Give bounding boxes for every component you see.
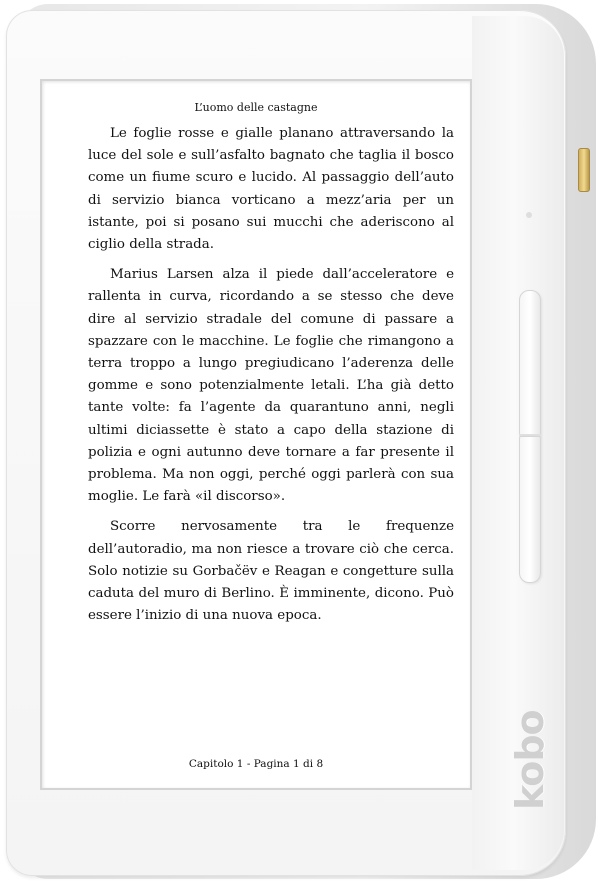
paragraph: Le foglie rosse e gialle planano attraversando la luce del sole e sull’asfalto bagnato che taglia il bosco come un fiume scuro e lucido. Al passaggio dell’auto di servizio bianca vorticano a mezz’aria per un istante, poi si posano sui mucchi che aderiscono al ciglio della strada. — [88, 126, 454, 253]
page-forward-button[interactable] — [519, 436, 541, 583]
page-footer: Capitolo 1 - Pagina 1 di 8 — [188, 758, 324, 770]
light-sensor — [526, 212, 532, 218]
running-header: L’uomo delle castagne — [194, 101, 318, 114]
book-text — [88, 123, 454, 635]
kobo-logo: kobo — [508, 710, 552, 810]
usb-port — [578, 148, 590, 192]
paragraph: Marius Larsen alza il piede dall’acceleratore e rallenta in curva, ricordando a se stesso che deve dire al servizio stradale del comune di passare a spazzare con le macchine. Le foglie che rimangono a terra troppo a lungo pregiudicano l’aderenza delle gomme e sono potenzialmente letali. L’ha già detto tante volte: fa l’agente da quarantuno anni, negli ultimi diciassette è stato a capo della stazione di polizia e ogni autunno deve tornare a far presente il problema. Ma non oggi, perché oggi parlerà con sua moglie. Le farà «il discorso». — [88, 267, 454, 505]
ereader-screen[interactable] — [40, 79, 472, 790]
page-back-button[interactable] — [519, 290, 541, 437]
paragraph: Scorre nervosamente tra le frequenze dell’autoradio, ma non riesce a trovare ciò che cerca. Solo notizie su Gorbačëv e Reagan e congetture sulla caduta del muro di Berlino. È imminente, dicono. Può essere l’inizio di una nuova epoca. — [88, 519, 454, 624]
